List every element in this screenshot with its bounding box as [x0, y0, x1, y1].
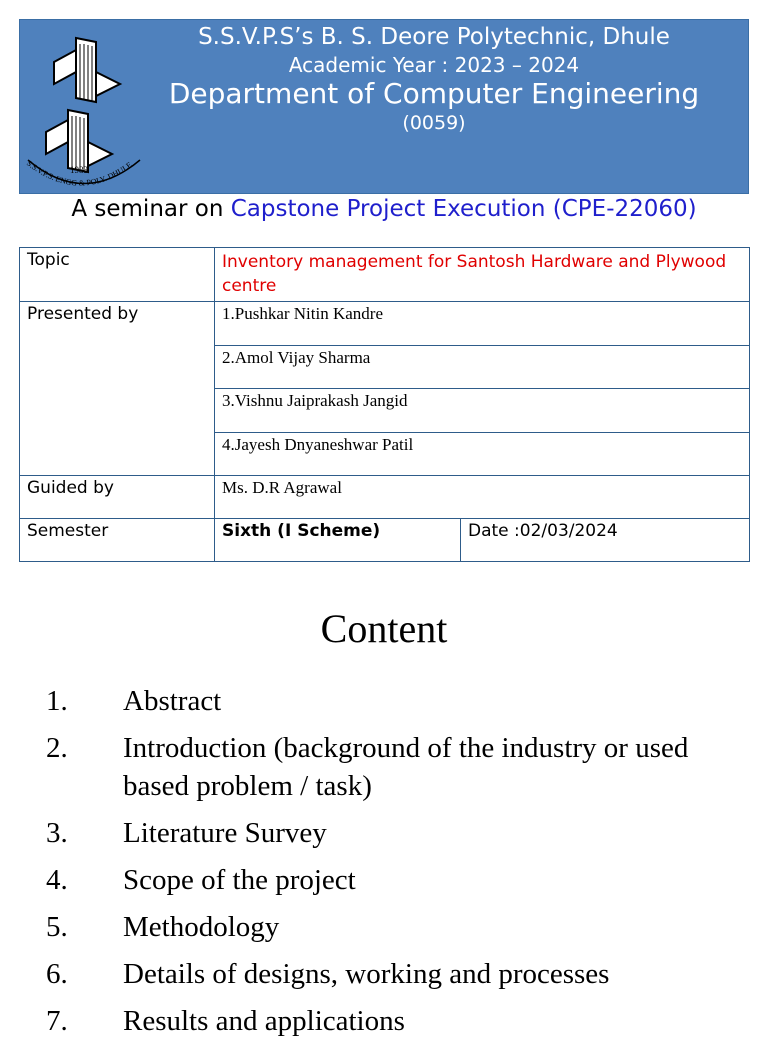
department-code: (0059): [402, 112, 466, 134]
item-number: 2.: [46, 732, 68, 764]
item-text: Introduction (background of the industry or used based problem / task): [123, 732, 689, 802]
header-banner: [19, 19, 749, 194]
item-number: 1.: [46, 685, 68, 717]
presentation-date: Date :02/03/2024: [461, 519, 750, 562]
guided-by-label: Guided by: [20, 476, 215, 519]
item-number: 4.: [46, 864, 68, 896]
presented-by-label: Presented by: [20, 302, 215, 476]
logo-year: 1983: [70, 165, 88, 175]
topic-value: Inventory management for Santosh Hardware and Plywood centre: [215, 248, 750, 302]
content-item: [0, 1002, 703, 1040]
content-item: [0, 729, 703, 805]
item-number: 7.: [46, 1005, 68, 1037]
content-item: [0, 908, 703, 946]
seminar-prefix: A seminar on: [71, 196, 231, 222]
content-heading: Content: [320, 606, 448, 651]
content-item: [0, 814, 703, 852]
content-item: [0, 861, 703, 899]
item-number: 6.: [46, 958, 68, 990]
course-name: Capstone Project Execution (CPE-22060): [230, 196, 697, 222]
item-text: Methodology: [123, 911, 280, 943]
item-text: Literature Survey: [123, 817, 327, 849]
item-text: Results and applications: [123, 1005, 405, 1037]
seminar-title: [0, 196, 768, 222]
semester-label: Semester: [20, 519, 215, 562]
item-text: Details of designs, working and processes: [123, 958, 610, 990]
presenter-3: 3.Vishnu Jaiprakash Jangid: [215, 389, 750, 433]
presenter-2: 2.Amol Vijay Sharma: [215, 346, 750, 389]
item-text: Abstract: [123, 685, 222, 717]
content-list: [0, 682, 768, 1049]
department-name: Department of Computer Engineering: [168, 77, 700, 110]
guide-name: Ms. D.R Agrawal: [215, 476, 750, 519]
semester-value: Sixth (I Scheme): [215, 519, 461, 562]
logo-ring-text: S.S.V.P.S. ENGG & POLY. DHULE: [24, 158, 134, 188]
presenter-4: 4.Jayesh Dnyaneshwar Patil: [215, 433, 750, 476]
content-item: [0, 682, 703, 720]
info-table: [19, 247, 750, 562]
content-item: [0, 955, 703, 993]
item-text: Scope of the project: [123, 864, 356, 896]
presenter-1: 1.Pushkar Nitin Kandre: [215, 302, 750, 346]
item-number: 3.: [46, 817, 68, 849]
academic-year: Academic Year : 2023 – 2024: [288, 53, 580, 77]
topic-label: Topic: [20, 248, 215, 302]
institute-name: S.S.V.P.S’s B. S. Deore Polytechnic, Dhule: [198, 24, 670, 50]
item-number: 5.: [46, 911, 68, 943]
